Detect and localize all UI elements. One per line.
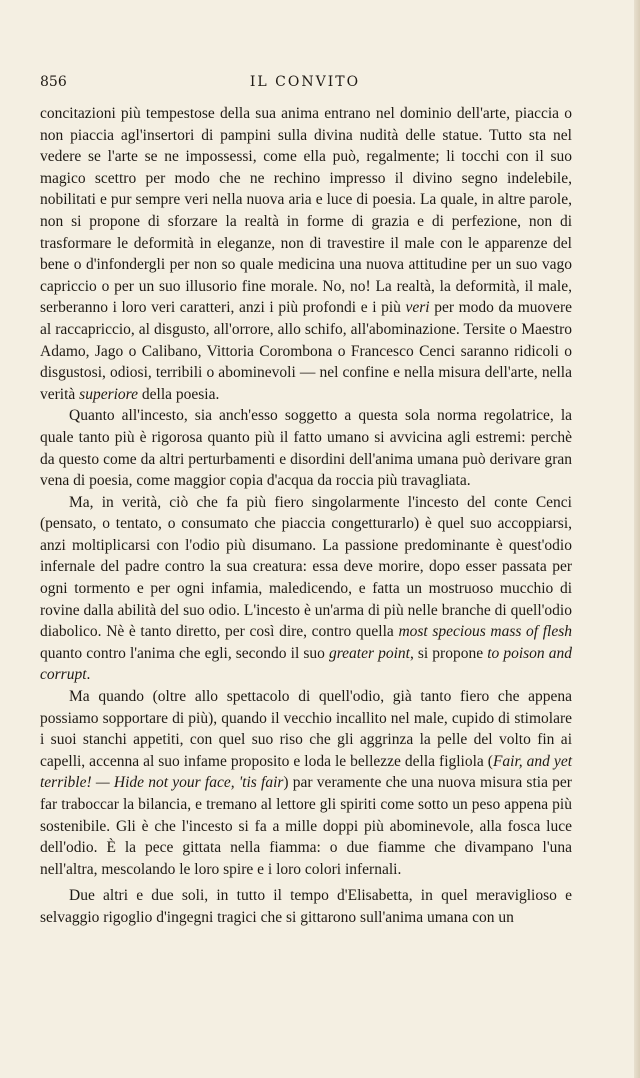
text-run: quanto contro l'anima che egli, secondo il suo bbox=[40, 644, 329, 662]
running-title: IL CONVITO bbox=[249, 74, 361, 90]
paragraph bbox=[40, 492, 572, 686]
italic-text: to poison and corrupt bbox=[40, 644, 572, 684]
text-run: della poesia. bbox=[138, 385, 220, 403]
italic-text: most specious mass of flesh bbox=[398, 623, 572, 641]
italic-text: veri bbox=[405, 299, 430, 317]
text-run: . bbox=[86, 666, 91, 684]
page-number: 856 bbox=[40, 74, 67, 90]
paragraph bbox=[40, 103, 572, 405]
text-run: concitazioni più tempestose della sua anima entrano nel dominio dell'arte, piaccia o non piaccia agl'insertori di pampini sulla divina nudità delle statue. Tutto sta nel vedere se l'arte se ne impossessi, come ella può, regalmente; li tocchi con il suo magico scettro per modo che ne rechino impresso il divino segno indelebile, nobilitati e pur sempre veri nella nuova aria e luce di poesia. La quale, in altre parole, non si propone di sforzare la realtà in forme di grazia e di perfezione, non di trasformare le deformità in eleganze, non di travestire il male con le apparenze del bene o d'infondergli per non so quale medicina una nuova attitudine per un suo vago capriccio o per un suo illusorio fine morale. No, no! La realtà, la deformità, il male, serberanno i loro veri caratteri, anzi i più profondi e i più bbox=[40, 105, 572, 317]
italic-text: greater point bbox=[328, 644, 410, 662]
running-header bbox=[40, 74, 570, 94]
text-run: per modo da muovere al raccapriccio, al disgusto, all'orrore, allo schifo, all'abominazione. Tersite o Maestro Adamo, Jago o Calibano, Vittoria Corombona o Francesco Cenci saranno ridicoli o disgustosi, odiosi, terribili o abominevoli — nel confine e nella misura dell'arte, nella verità bbox=[40, 299, 572, 403]
body-text bbox=[40, 103, 572, 929]
italic-text: superiore bbox=[79, 385, 139, 403]
text-run: Ma quando (oltre allo spettacolo di quell'odio, già tanto fiero che appena possiamo sopportare di più), quando il vecchio incallito nel male, cupido di stimolare i suoi stanchi appetiti, con quel suo riso che gli aggrinza la pelle del volto fin ai capelli, accenna al suo infame proposito e loda le bellezze della figliola ( bbox=[40, 688, 572, 770]
text-run: ) par veramente che una nuova misura stia per far traboccar la bilancia, e tremano al lettore gli spiriti come sotto un peso appena più sostenibile. Gli è che l'incesto si fa a mille doppi più abominevole, alla fosca luce dell'odio. È la pece gittata nella fiamma: o due fiamme che divampano l'una nell'altra, mescolando le loro spire e i loro colori infernali. bbox=[40, 774, 572, 878]
text-run: Due altri e due soli, in tutto il tempo d'Elisabetta, in quel meraviglioso e selvaggio rigoglio d'ingegni tragici che si gittarono sull'anima umana con un bbox=[40, 887, 572, 926]
italic-text: Fair, and yet terrible! — Hide not your face, 'tis fair bbox=[40, 752, 573, 792]
paragraph bbox=[40, 885, 572, 928]
paragraph bbox=[40, 686, 572, 880]
page-edge bbox=[634, 0, 640, 1078]
text-run: Quanto all'incesto, sia anch'esso soggetto a questa sola norma regolatrice, la quale tanto più è rigorosa quanto più il fatto umano si avvicina agli estremi: perchè da questo come da altri perturbamenti e disordini dell'anima umana può derivare gran vena di poesia, come maggior copia d'acqua da roccia più travagliata. bbox=[40, 407, 572, 490]
text-run: Ma, in verità, ciò che fa più fiero singolarmente l'incesto del conte Cenci (pensato, o tentato, o consumato che piaccia congetturarlo) è quel suo accoppiarsi, anzi moltiplicarsi con l'odio più disumano. La passione predominante è quest'odio infernale del padre contro la sua creatura: essa deve morire, dopo esser passata per ogni tormento e per ogni infamia, maledicendo, e fatta un mostruoso mucchio di rovine dalla abilità del suo odio. L'incesto è un'arma di più nelle branche di quell'odio diabolico. Nè è tanto diretto, per così dire, contro quella bbox=[40, 493, 572, 641]
text-run: , si propone bbox=[409, 644, 488, 662]
paragraph bbox=[40, 405, 572, 491]
